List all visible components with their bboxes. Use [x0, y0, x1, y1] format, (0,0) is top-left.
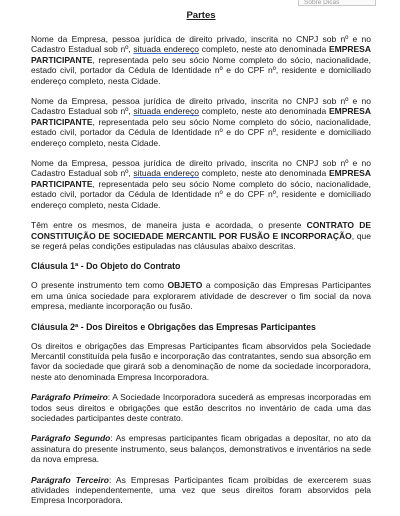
clause-2-paragraph-2: [31, 433, 371, 464]
party-3-text-start: Nome da Empresa, pessoa jurídica de direito privado, inscrita no CNPJ sob nº e no Cadastro Estadual sob nº,: [31, 158, 371, 179]
party-1-text-middle: completo, neste ato denominada: [199, 44, 329, 55]
party-paragraph-2: [31, 96, 371, 148]
contract-intro: [31, 220, 371, 251]
party-3-address-link[interactable]: situada endereço: [133, 168, 200, 179]
party-1-text-start: Nome da Empresa, pessoa jurídica de direito privado, inscrita no CNPJ sob nº e no Cadastro Estadual sob nº,: [31, 34, 371, 55]
party-1-text-end: , representada pelo seu sócio Nome completo do sócio, nacionalidade, estado civil, portador da Cédula de Identidade nº e do CPF nº, residente e domiciliado endereço completo, nesta Cidade.: [31, 54, 371, 86]
clause-1-text-end: a composição das Empresas Participantes em uma única sociedade para explorarem atividade de descrever o fim social da nova empresa, mediante incorporação ou fusão.: [31, 280, 371, 312]
paragraph-1-label: Parágrafo Primeiro: [31, 392, 108, 403]
party-2-text-middle: completo, neste ato denominada: [199, 106, 329, 117]
clause-2-paragraph-1: [31, 392, 371, 423]
clause-1-object-term: OBJETO: [167, 280, 203, 291]
clause-1-text-start: O presente instrumento tem como: [31, 280, 168, 291]
party-paragraph-3: [31, 158, 371, 210]
intro-text-start: Têm entre os mesmos, de maneira justa e acordada, o presente: [31, 220, 307, 231]
clause-1-title: Cláusula 1ª - Do Objeto do Contrato: [31, 261, 181, 272]
party-1-address-link[interactable]: situada endereço: [133, 44, 200, 55]
party-2-role: EMPRESA PARTICIPANTE: [31, 106, 371, 127]
party-2-address-link[interactable]: situada endereço: [133, 106, 200, 117]
document-page: [31, 10, 371, 516]
paragraph-2-text: : As empresas participantes ficam obrigadas a depositar, no ato da assinatura do presente instrumento, seus balanços, demonstrativos e inventários na sede da nova empresa.: [31, 433, 371, 465]
clause-1-body: [31, 280, 371, 311]
intro-text-end: , que se regerá pelas condições estipuladas nas cláusulas abaixo descritas.: [31, 230, 372, 251]
clause-2-paragraph-3: [31, 475, 371, 506]
clause-2-title: Cláusula 2ª - Dos Direitos e Obrigações das Empresas Participantes: [31, 321, 316, 332]
document-title: Partes: [186, 10, 216, 21]
party-paragraph-1: [31, 34, 371, 86]
party-3-text-middle: completo, neste ato denominada: [199, 168, 329, 179]
paragraph-2-label: Parágrafo Segundo: [31, 433, 111, 444]
party-3-text-end: , representada pelo seu sócio Nome completo do sócio, nacionalidade, estado civil, portador da Cédula de Identidade nº e do CPF nº, residente e domiciliado endereço completo, nesta Cidade.: [31, 178, 371, 210]
top-search-field[interactable]: Sobre Dicas: [298, 0, 376, 6]
party-2-text-end: , representada pelo seu sócio Nome completo do sócio, nacionalidade, estado civil, portador da Cédula de Identidade nº e do CPF nº, residente e domiciliado endereço completo, nesta Cidade.: [31, 116, 371, 148]
paragraph-3-label: Parágrafo Terceiro: [31, 474, 109, 485]
contract-name: CONTRATO DE CONSTITUIÇÃO DE SOCIEDADE MERCANTIL POR FUSÃO E INCORPORAÇÃO: [31, 220, 372, 241]
clause-2-body: Os direitos e obrigações das Empresas Participantes ficam absorvidos pela Sociedade Mercantil constituída pela fusão e incorporação das contratantes, sendo sua absorção em favor da sociedade que girará sob a denominação de nome da sociedade incorporadora, neste ato denominada Empresa Incorporadora.: [31, 340, 371, 382]
party-1-role: EMPRESA PARTICIPANTE: [31, 44, 371, 65]
party-3-role: EMPRESA PARTICIPANTE: [31, 168, 371, 189]
paragraph-3-text: : As Empresas Participantes ficam proibidas de exercerem suas atividades independentemente, uma vez que seus direitos foram absorvidos pela Empresa Incorporadora.: [31, 474, 371, 506]
party-2-text-start: Nome da Empresa, pessoa jurídica de direito privado, inscrita no CNPJ sob nº e no Cadastro Estadual sob nº,: [31, 96, 371, 117]
paragraph-1-text: : A Sociedade Incorporadora sucederá as empresas incorporadas em todos seus direitos e obrigações que estão descritos no inventário de cada uma das sociedades participantes deste contrato.: [31, 392, 372, 423]
